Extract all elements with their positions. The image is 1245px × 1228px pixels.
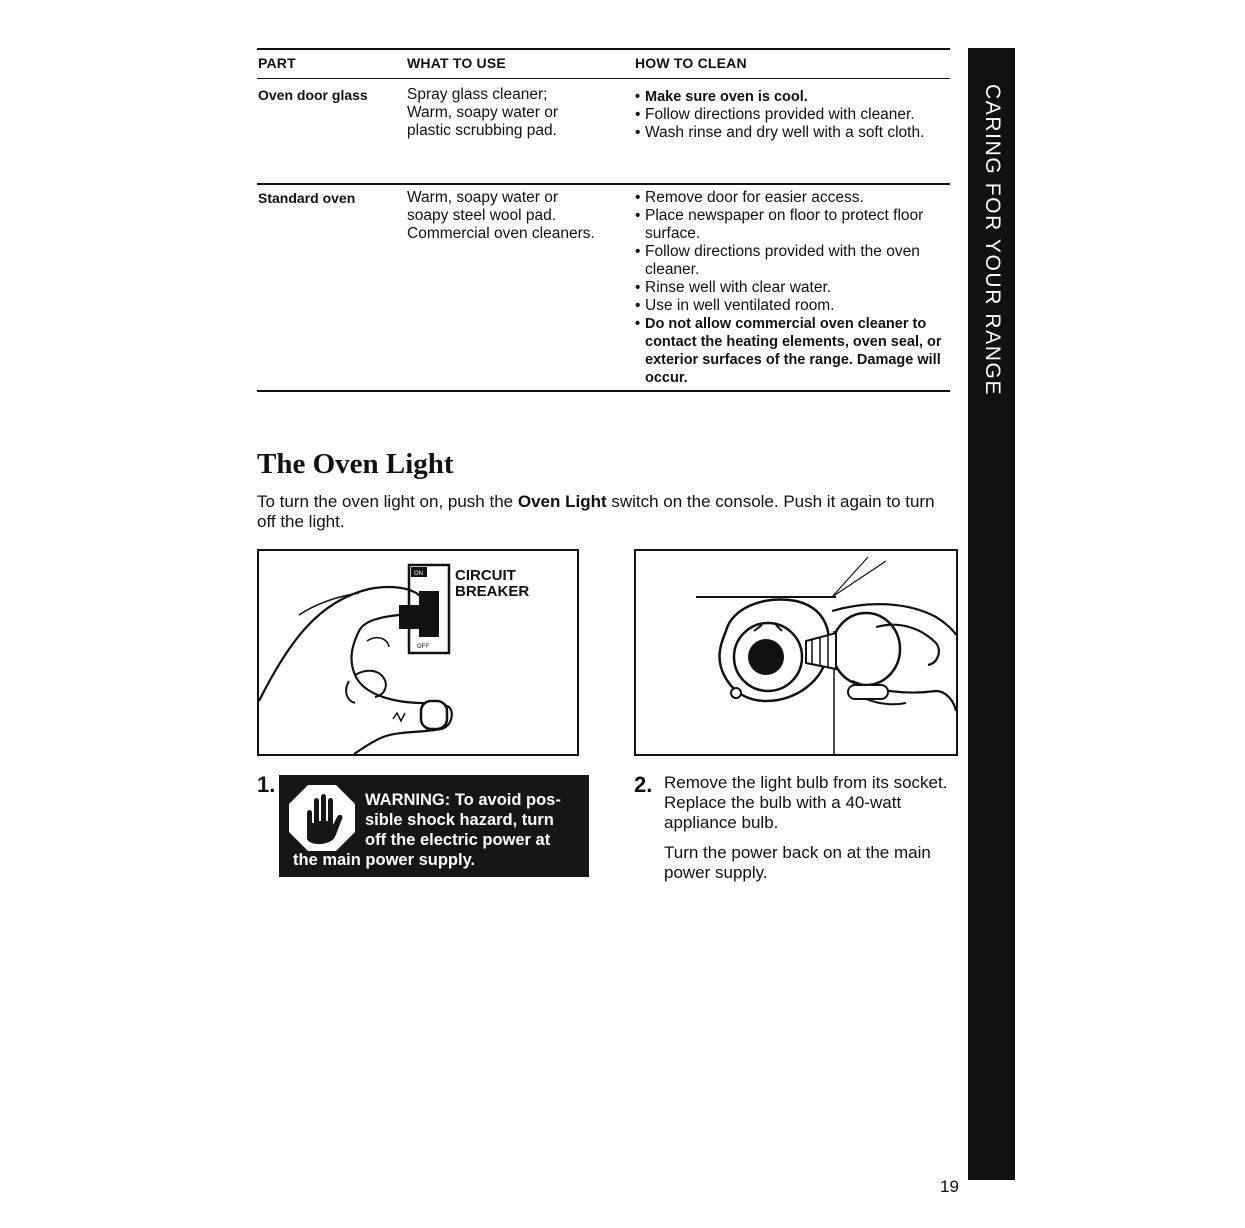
clean-step: • Remove door for easier access. [635,189,955,207]
clean-step: • Use in well ventilated room. [635,297,955,315]
warning-line: sible shock hazard, turn [365,811,554,829]
label-line: BREAKER [455,583,530,600]
use-line: soapy steel wool pad. [407,207,557,224]
row-oven-door-glass-part: Oven door glass [258,87,368,103]
clean-step: • Wash rinse and dry well with a soft cloth. [635,124,955,142]
row-oven-door-glass-use [407,86,632,140]
row-standard-oven-use [407,189,632,243]
step-1-number: 1. [257,772,276,797]
header-what-to-use: WHAT TO USE [407,55,506,71]
section-intro [257,492,957,532]
circuit-breaker-figure [257,549,579,756]
light-bulb-figure [634,549,958,756]
use-line: Warm, soapy water or [407,104,559,121]
circuit-breaker-label [455,568,529,600]
warning-box [279,775,589,877]
row-standard-oven-clean [635,189,955,387]
use-line: plastic scrubbing pad. [407,122,557,139]
clean-step-warning: • Do not allow commercial oven cleaner to contact the heating elements, oven seal, or exterior surfaces of the range. Damage will occur. [635,315,955,387]
step-2-number: 2. [634,772,653,797]
table-bottom-rule [257,390,950,392]
header-how-to-clean: HOW TO CLEAN [635,55,747,71]
clean-step: • Follow directions provided with the oven cleaner. [635,243,955,279]
intro-text: To turn the oven light on, push the [257,492,518,511]
clean-step: • Make sure oven is cool. [635,88,955,106]
use-line: Commercial oven cleaners. [407,225,595,242]
warning-text [293,790,583,870]
clean-step: • Place newspaper on floor to protect floor surface. [635,207,955,243]
table-row-divider [257,183,950,185]
header-part: PART [258,55,296,71]
warning-line: off the electric power at [365,831,551,849]
switch-off-label: OFF [417,644,429,650]
row-oven-door-glass-clean [635,88,955,142]
step-2-paragraph: Turn the power back on at the main power supply. [664,843,931,882]
page-number: 19 [940,1177,959,1196]
use-line: Warm, soapy water or [407,189,559,206]
table-header-rule [257,78,950,79]
side-tab [968,48,1015,1180]
table-top-rule [257,48,950,50]
intro-text: switch on the console. Push it again to turn off the light. [257,492,935,531]
warning-line: WARNING: To avoid pos- [365,791,561,809]
switch-on-label: ON [414,571,423,577]
warning-line: the main power supply. [293,851,476,869]
label-line: CIRCUIT [455,567,516,584]
clean-step: • Follow directions provided with cleaner. [635,106,955,124]
clean-step: • Rinse well with clear water. [635,279,955,297]
circuit-breaker-illustration [259,551,577,754]
intro-bold-term: Oven Light [517,492,607,511]
light-bulb-illustration [636,551,956,754]
step-2-text [664,773,954,893]
use-line: Spray glass cleaner; [407,86,548,103]
side-tab-label: CARING FOR YOUR RANGE [981,84,1004,397]
row-standard-oven-part: Standard oven [258,190,356,206]
step-2-paragraph: Remove the light bulb from its socket. Replace the bulb with a 40-watt appliance bulb. [664,773,948,832]
section-title: The Oven Light [257,448,454,480]
